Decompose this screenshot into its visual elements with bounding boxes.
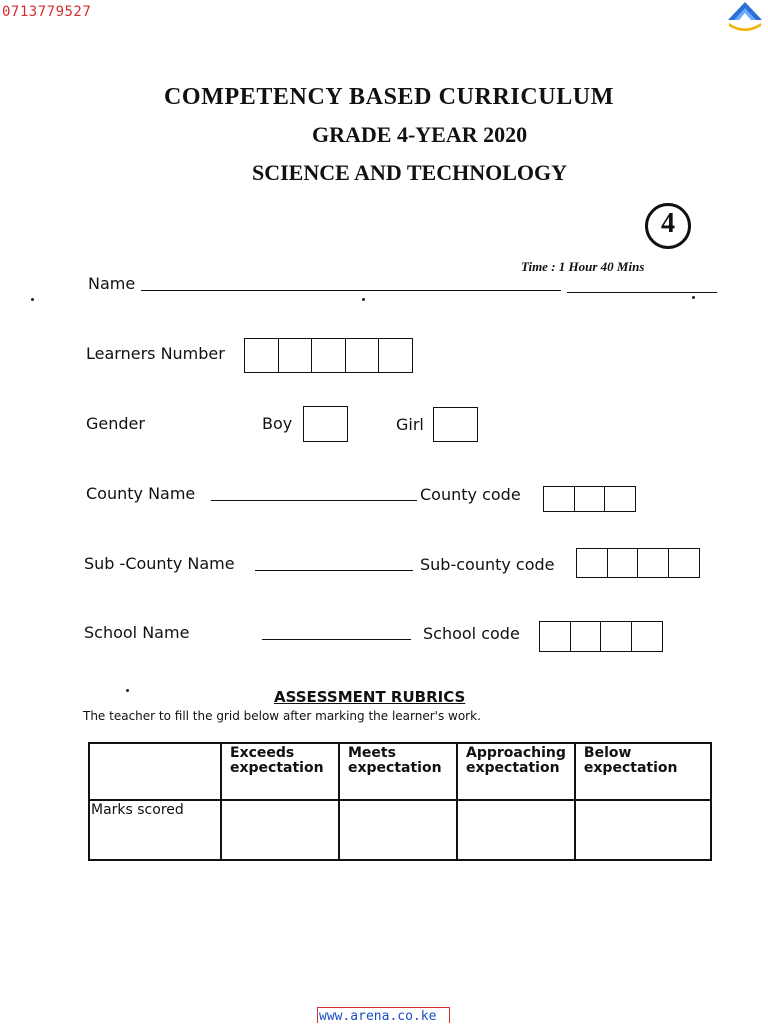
boy-label: Boy [262, 414, 293, 433]
digit-box[interactable] [600, 621, 632, 652]
learners-number-label: Learners Number [86, 344, 225, 363]
marks-cell[interactable] [457, 800, 575, 860]
scan-speck [692, 296, 695, 299]
boy-checkbox[interactable] [303, 406, 348, 442]
column-header-line: Below [583, 745, 632, 761]
county-name-label: County Name [86, 484, 196, 503]
time-allowed: Time : 1 Hour 40 Mins [521, 259, 645, 274]
digit-box[interactable] [631, 621, 663, 652]
school-name-label: School Name [84, 623, 190, 642]
marks-cell[interactable] [575, 800, 711, 860]
digit-box[interactable] [244, 338, 279, 373]
column-header-line: expectation [583, 760, 678, 776]
learners-number-boxes[interactable] [244, 338, 413, 373]
grade-badge [645, 203, 691, 249]
sub-county-code-label: Sub-county code [420, 555, 555, 574]
phone-number: 0713779527 [2, 4, 92, 20]
column-header-line: expectation [348, 760, 442, 776]
rubrics-corner-cell [89, 743, 221, 800]
scan-speck [362, 298, 365, 301]
marks-row [89, 800, 711, 860]
column-header-line: expectation [230, 760, 324, 776]
digit-box[interactable] [278, 338, 313, 373]
digit-box[interactable] [607, 548, 639, 578]
marks-cell[interactable] [339, 800, 457, 860]
digit-box[interactable] [539, 621, 571, 652]
digit-box[interactable] [378, 338, 413, 373]
column-header-line: Approaching [466, 745, 566, 761]
rubrics-title: ASSESSMENT RUBRICS [274, 688, 466, 706]
name-line[interactable] [141, 290, 561, 291]
footer-website-link[interactable]: www.arena.co.ke [317, 1007, 450, 1023]
marks-scored-label: Marks scored [89, 800, 221, 860]
sub-county-name-label: Sub -County Name [84, 554, 235, 573]
digit-box[interactable] [570, 621, 602, 652]
sub-county-code-boxes[interactable] [576, 548, 700, 578]
digit-box[interactable] [637, 548, 669, 578]
marks-cell[interactable] [221, 800, 339, 860]
rubrics-column-header [575, 743, 711, 800]
rubrics-table [88, 742, 712, 861]
column-header-line: Meets [348, 745, 396, 761]
rubrics-column-header [221, 743, 339, 800]
county-name-line[interactable] [211, 500, 417, 501]
digit-box[interactable] [576, 548, 608, 578]
sub-county-name-line[interactable] [255, 570, 413, 571]
scan-speck [31, 298, 34, 301]
rubrics-column-header [339, 743, 457, 800]
subject-title: SCIENCE AND TECHNOLOGY [252, 160, 567, 185]
grade-year-title: GRADE 4-YEAR 2020 [312, 122, 528, 147]
school-name-line[interactable] [262, 639, 411, 640]
arena-logo-icon [726, 0, 764, 36]
digit-box[interactable] [668, 548, 700, 578]
girl-label: Girl [396, 415, 424, 434]
digit-box[interactable] [604, 486, 636, 512]
rubrics-instructions: The teacher to fill the grid below after marking the learner's work. [83, 709, 481, 723]
column-header-line: expectation [466, 760, 560, 776]
rubrics-column-header [457, 743, 575, 800]
curriculum-title: COMPETENCY BASED CURRICULUM [164, 84, 614, 110]
column-header-line: Exceeds [230, 745, 295, 761]
school-code-label: School code [423, 624, 520, 643]
name-line-extra[interactable] [567, 292, 717, 293]
girl-checkbox[interactable] [433, 407, 478, 442]
digit-box[interactable] [543, 486, 575, 512]
name-label: Name [88, 274, 136, 293]
digit-box[interactable] [311, 338, 346, 373]
grade-badge-number: 4 [661, 208, 675, 239]
county-code-boxes[interactable] [543, 486, 636, 512]
rubrics-header-row [89, 743, 711, 800]
digit-box[interactable] [574, 486, 606, 512]
county-code-label: County code [420, 485, 521, 504]
digit-box[interactable] [345, 338, 380, 373]
scan-speck [126, 689, 129, 692]
school-code-boxes[interactable] [539, 621, 663, 652]
gender-label: Gender [86, 414, 145, 433]
